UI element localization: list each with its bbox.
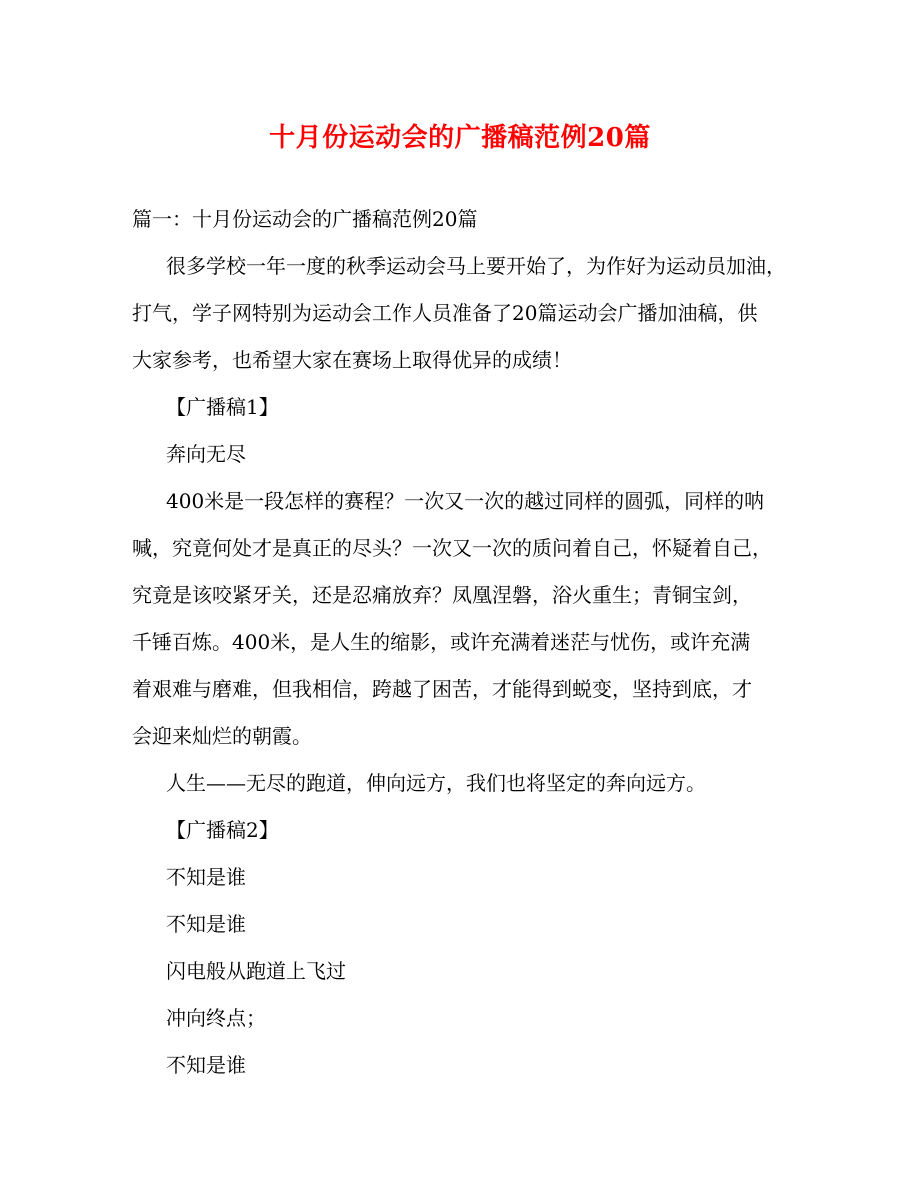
section2-verse-3: 闪电般从跑道上飞过	[166, 959, 346, 983]
section1-paragraph-line-3: 究竟是该咬紧牙关，还是忍痛放弃？凤凰涅磐，浴火重生；青铜宝剑，	[132, 583, 752, 607]
intro-line-2: 打气，学子网特别为运动会工作人员准备了20篇运动会广播加油稿，供	[132, 301, 758, 325]
section2-verse-2: 不知是谁	[166, 912, 246, 936]
section1-label: 【广播稿1】	[166, 395, 279, 419]
intro-line-3: 大家参考，也希望大家在赛场上取得优异的成绩！	[132, 348, 572, 372]
section1-subtitle: 奔向无尽	[166, 442, 246, 466]
section1-paragraph-line-6: 会迎来灿烂的朝霞。	[132, 724, 312, 748]
section1-paragraph-line-1: 400米是一段怎样的赛程？一次又一次的越过同样的圆弧，同样的呐	[166, 489, 765, 513]
section1-paragraph-line-4: 千锤百炼。400米，是人生的缩影，或许充满着迷茫与忧伤，或许充满	[132, 630, 751, 654]
section2-label: 【广播稿2】	[166, 818, 279, 842]
article-heading: 篇一：十月份运动会的广播稿范例20篇	[132, 207, 478, 231]
section2-verse-4: 冲向终点；	[166, 1006, 266, 1030]
section1-paragraph-line-2: 喊，究竟何处才是真正的尽头？一次又一次的质问着自己，怀疑着自己，	[132, 536, 772, 560]
intro-line-1: 很多学校一年一度的秋季运动会马上要开始了，为作好为运动员加油，	[166, 254, 786, 278]
document-title: 十月份运动会的广播稿范例20篇	[269, 123, 651, 153]
section2-verse-5: 不知是谁	[166, 1053, 246, 1077]
section1-closing: 人生——无尽的跑道，伸向远方，我们也将坚定的奔向远方。	[166, 771, 706, 795]
section2-verse-1: 不知是谁	[166, 865, 246, 889]
section1-paragraph-line-5: 着艰难与磨难，但我相信，跨越了困苦，才能得到蜕变，坚持到底，才	[132, 677, 752, 701]
